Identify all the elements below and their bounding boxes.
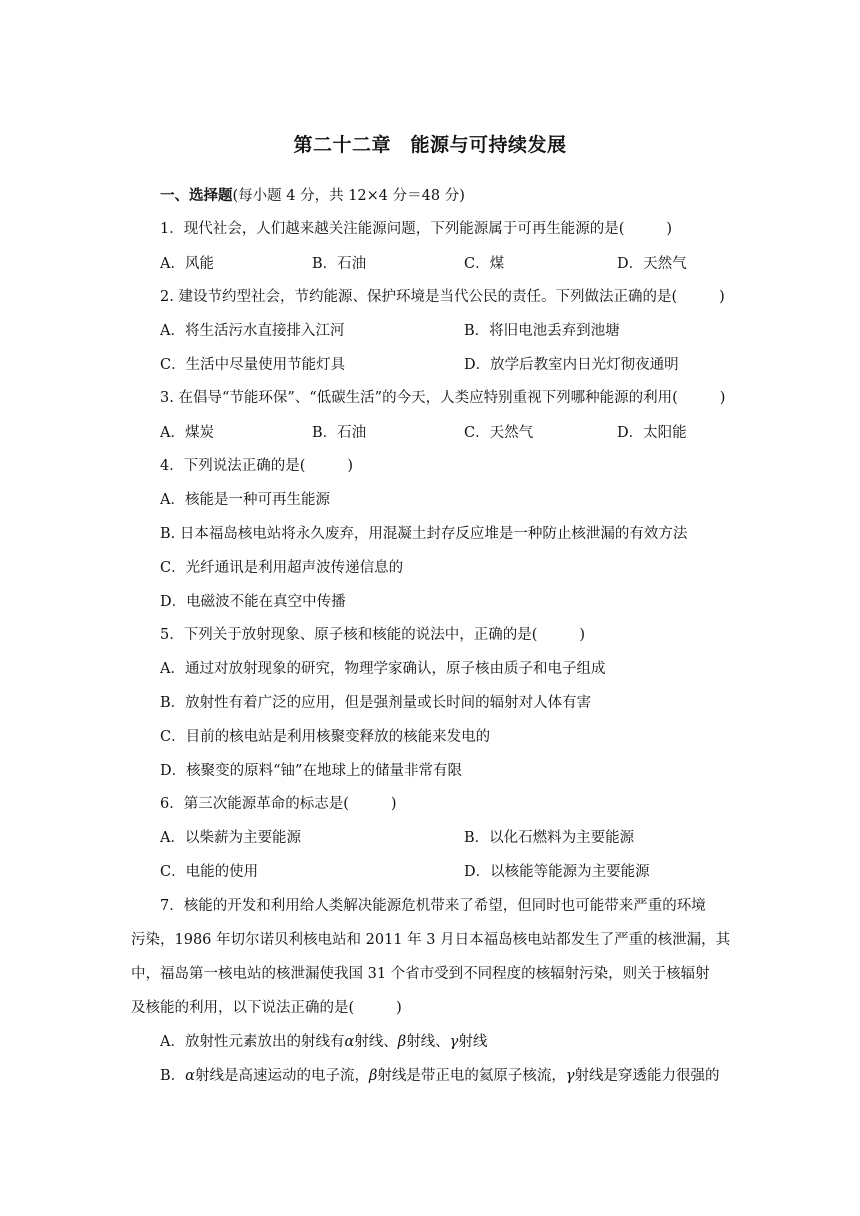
question-2-stem bbox=[160, 287, 725, 307]
q2-option-a: A．将生活污水直接排入江河 bbox=[160, 323, 345, 339]
q3-option-d: D．太阳能 bbox=[617, 425, 687, 441]
q5-option-b: B．放射性有着广泛的应用，但是强剂量或长时间的辐射对人体有害 bbox=[160, 695, 592, 711]
answer-bracket-close: ) bbox=[719, 390, 726, 406]
option-text: 射线 bbox=[458, 1034, 488, 1050]
q4-option-a: A．核能是一种可再生能源 bbox=[160, 492, 330, 508]
question-stem-text: 3. 在倡导“节能环保”、“低碳生活”的今天，人类应特别重视下列哪种能源的利用( bbox=[160, 390, 678, 406]
q6-option-c: C．电能的使用 bbox=[160, 864, 259, 880]
beta-symbol: β bbox=[368, 1068, 378, 1084]
q5-option-d: D．核聚变的原料“铀”在地球上的储量非常有限 bbox=[160, 763, 462, 779]
question-4-stem bbox=[160, 456, 353, 476]
answer-bracket-close: ) bbox=[579, 627, 586, 643]
answer-bracket-close: ) bbox=[666, 221, 673, 237]
gamma-symbol: γ bbox=[449, 1034, 459, 1050]
answer-bracket-close: ) bbox=[347, 458, 354, 474]
q7-option-b bbox=[160, 1066, 720, 1086]
q3-option-c: C．天然气 bbox=[464, 425, 534, 441]
answer-bracket-close: ) bbox=[396, 1000, 402, 1016]
q1-option-a: A．风能 bbox=[160, 256, 214, 272]
question-7-stem-line: 中，福岛第一核电站的核泄漏使我国 31 个省市受到不同程度的核辐射污染，则关于核辐射 bbox=[131, 966, 710, 982]
section-label: 一、选择题 bbox=[160, 187, 233, 204]
q6-option-b: B．以化石燃料为主要能源 bbox=[464, 830, 635, 846]
option-text: B． bbox=[160, 1068, 186, 1084]
chapter-title: 第二十二章 能源与可持续发展 bbox=[293, 134, 567, 156]
alpha-symbol: α bbox=[185, 1068, 195, 1084]
question-stem-text: 1．现代社会，人们越来越关注能源问题，下列能源属于可再生能源的是( bbox=[160, 221, 625, 237]
q3-option-a: A．煤炭 bbox=[160, 425, 214, 441]
q2-option-c: C．生活中尽量使用节能灯具 bbox=[160, 357, 346, 373]
q1-option-d: D．天然气 bbox=[617, 256, 687, 272]
question-stem-text: 2. 建设节约型社会，节约能源、保护环境是当代公民的责任。下列做法正确的是( bbox=[160, 289, 678, 305]
q4-option-b: B. 日本福岛核电站将永久废弃，用混凝土封存反应堆是一种防止核泄漏的有效方法 bbox=[160, 526, 688, 542]
section-heading bbox=[160, 186, 465, 206]
option-text: 射线、 bbox=[354, 1034, 398, 1050]
q6-option-d: D．以核能等能源为主要能源 bbox=[464, 864, 650, 880]
question-stem-text: 4．下列说法正确的是( bbox=[160, 458, 306, 474]
q2-option-b: B．将旧电池丢弃到池塘 bbox=[464, 323, 620, 339]
question-stem-text: 及核能的利用，以下说法正确的是( bbox=[131, 1000, 355, 1016]
q5-option-a: A．通过对放射现象的研究，物理学家确认，原子核由质子和电子组成 bbox=[160, 661, 606, 677]
question-5-stem bbox=[160, 625, 585, 645]
answer-bracket-close: ) bbox=[719, 289, 725, 305]
q1-option-c: C．煤 bbox=[464, 256, 505, 272]
q7-option-a bbox=[160, 1032, 487, 1052]
alpha-symbol: α bbox=[344, 1034, 355, 1050]
question-1-stem bbox=[160, 219, 672, 239]
q3-option-b: B．石油 bbox=[312, 425, 367, 441]
q4-option-c: C．光纤通讯是利用超声波传递信息的 bbox=[160, 560, 404, 576]
question-stem-text: 5．下列关于放射现象、原子核和核能的说法中，正确的是( bbox=[160, 627, 538, 643]
section-score-note: (每小题 4 分，共 12×4 分＝48 分) bbox=[232, 188, 465, 204]
q1-option-b: B．石油 bbox=[312, 256, 367, 272]
beta-symbol: β bbox=[397, 1034, 407, 1050]
option-text: 射线是高速运动的电子流， bbox=[194, 1068, 369, 1084]
question-7-stem-line: 污染，1986 年切尔诺贝利核电站和 2011 年 3 月日本福岛核电站都发生了严重的核泄漏，其 bbox=[131, 932, 731, 948]
question-7-stem-last-line bbox=[131, 998, 402, 1018]
q5-option-c: C．目前的核电站是利用核聚变释放的核能来发电的 bbox=[160, 729, 491, 745]
q2-option-d: D．放学后教室内日光灯彻夜通明 bbox=[464, 357, 679, 373]
answer-bracket-close: ) bbox=[390, 796, 397, 812]
question-7-stem-line: 7．核能的开发和利用给人类解决能源危机带来了希望，但同时也可能带来严重的环境 bbox=[160, 898, 706, 914]
option-text: 射线、 bbox=[406, 1034, 450, 1050]
q4-option-d: D．电磁波不能在真空中传播 bbox=[160, 594, 346, 610]
q6-option-a: A．以柴薪为主要能源 bbox=[160, 830, 301, 846]
option-text: A．放射性元素放出的射线有 bbox=[160, 1034, 345, 1050]
gamma-symbol: γ bbox=[565, 1068, 575, 1084]
option-text: 射线是带正电的氦原子核流， bbox=[377, 1068, 566, 1084]
question-6-stem bbox=[160, 794, 397, 814]
question-3-stem bbox=[160, 388, 725, 408]
option-text: 射线是穿透能力很强的 bbox=[574, 1068, 720, 1084]
question-stem-text: 6．第三次能源革命的标志是( bbox=[160, 796, 349, 812]
